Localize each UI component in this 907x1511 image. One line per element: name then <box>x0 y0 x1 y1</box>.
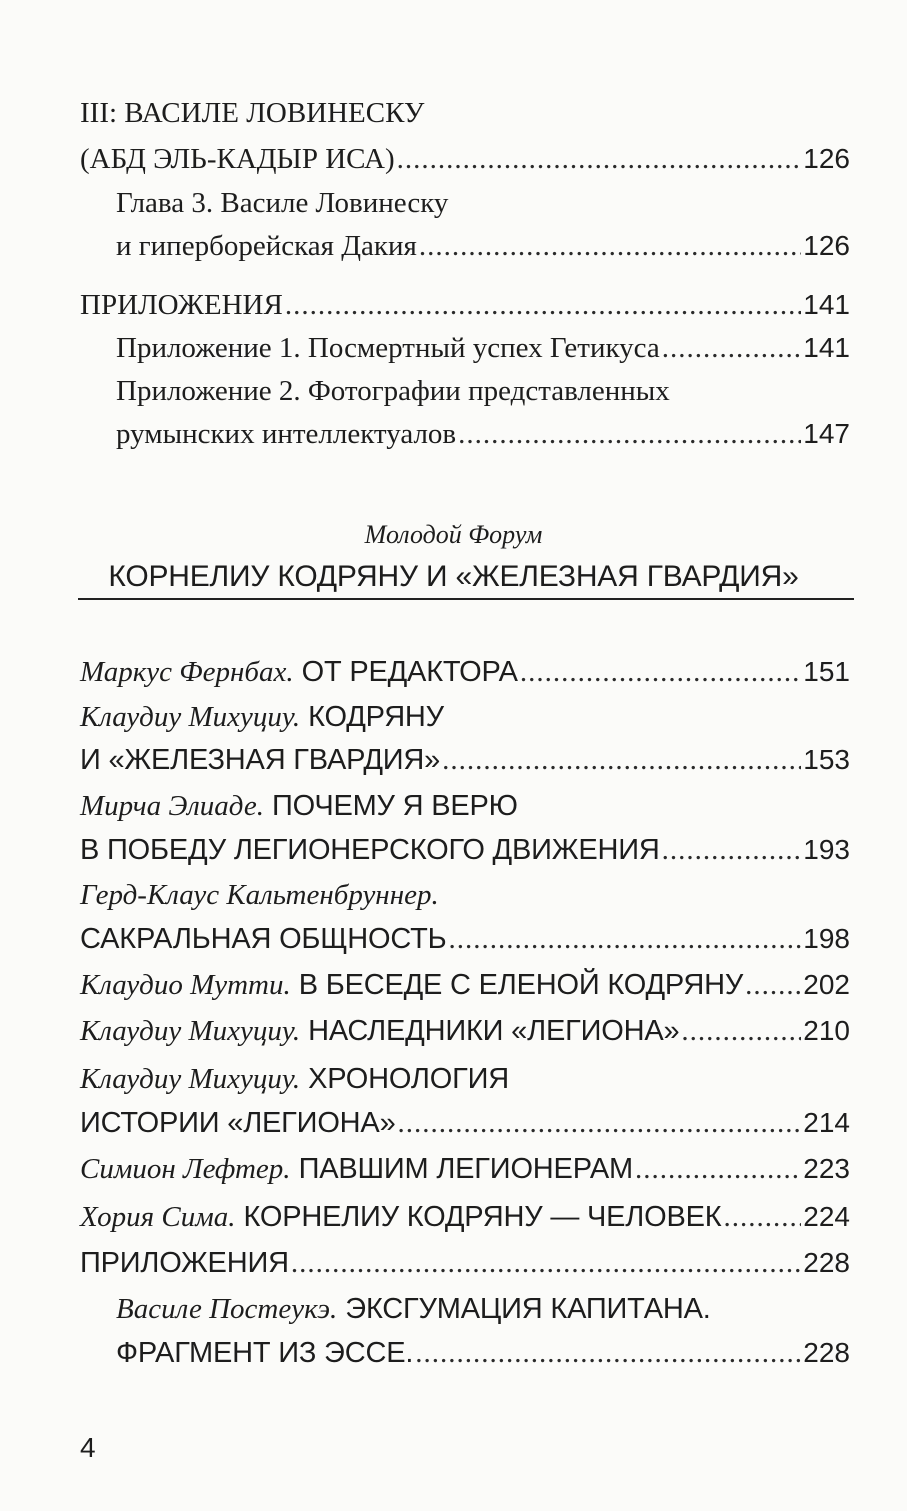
toc-author: Симион Лефтер. <box>80 1153 291 1185</box>
toc-author: Мирча Элиаде. <box>80 790 264 822</box>
toc-entry <box>80 833 850 867</box>
toc-entry <box>80 1106 850 1140</box>
page-number: 4 <box>80 1432 96 1463</box>
toc-author: Клаудиу Михуциу. <box>80 1015 301 1047</box>
leader-dots <box>397 142 802 176</box>
toc-entry <box>80 1062 850 1096</box>
toc-entry <box>80 789 850 823</box>
section-title: КОРНЕЛИУ КОДРЯНУ И «ЖЕЛЕЗНАЯ ГВАРДИЯ» <box>108 560 799 593</box>
toc-entry <box>80 1152 850 1186</box>
toc-entry-appendix2-cont <box>116 417 850 451</box>
publisher-name: Молодой Форум <box>364 520 543 549</box>
toc-page-number: 147 <box>803 418 850 449</box>
leader-dots <box>458 417 801 451</box>
toc-entry <box>80 700 850 734</box>
toc-entry-appendix1 <box>116 331 850 365</box>
toc-page-number: 228 <box>803 1337 850 1368</box>
toc-entry <box>80 1014 850 1048</box>
toc-entry <box>80 968 850 1002</box>
toc-entry <box>116 1336 850 1370</box>
toc-author: Клаудиу Михуциу. <box>80 1063 301 1095</box>
toc-page-number: 223 <box>803 1153 850 1184</box>
toc-entry-part3-subtitle <box>80 142 850 176</box>
leader-dots <box>745 968 801 1002</box>
toc-entry-text: (АБД ЭЛЬ-КАДЫР ИСА) <box>80 143 395 175</box>
toc-page-number: 202 <box>803 969 850 1000</box>
toc-page-number: 224 <box>803 1201 850 1232</box>
leader-dots <box>520 655 801 689</box>
leader-dots <box>398 1106 802 1140</box>
toc-entry-text: Приложение 2. Фотографии представленных <box>116 375 670 407</box>
toc-entry-chapter3-cont <box>116 229 850 263</box>
toc-title: ХРОНОЛОГИЯ <box>308 1063 510 1095</box>
leader-dots <box>662 833 802 867</box>
leader-dots <box>723 1200 801 1234</box>
toc-page-number: 153 <box>803 744 850 775</box>
toc-author: Герд-Клаус Кальтенбруннер. <box>80 879 439 911</box>
toc-entry <box>80 922 850 956</box>
toc-entry <box>80 743 850 777</box>
toc-author: Клаудиу Михуциу. <box>80 701 301 733</box>
toc-entry <box>80 878 850 912</box>
toc-author: Хория Сима. <box>80 1201 236 1233</box>
leader-dots <box>285 288 801 322</box>
toc-title: ПАВШИМ ЛЕГИОНЕРАМ <box>298 1153 633 1185</box>
toc-title: И «ЖЕЛЕЗНАЯ ГВАРДИЯ» <box>80 744 441 776</box>
leader-dots <box>635 1152 801 1186</box>
toc-entry <box>80 1246 850 1280</box>
toc-title: ЭКСГУМАЦИЯ КАПИТАНА. <box>345 1293 711 1325</box>
toc-title: НАСЛЕДНИКИ «ЛЕГИОНА» <box>308 1015 680 1047</box>
toc-title: ИСТОРИИ «ЛЕГИОНА» <box>80 1107 396 1139</box>
leader-dots <box>681 1014 801 1048</box>
toc-page-number: 214 <box>803 1107 850 1138</box>
toc-page-number: 126 <box>803 143 850 174</box>
toc-title: ПРИЛОЖЕНИЯ <box>80 1247 289 1279</box>
toc-author: Маркус Фернбах. <box>80 656 294 688</box>
toc-author: Клаудио Мутти. <box>80 969 291 1001</box>
toc-page-number: 228 <box>803 1247 850 1278</box>
toc-title: ОТ РЕДАКТОРА <box>301 656 518 688</box>
toc-entry-text: Приложение 1. Посмертный успех Гетикуса <box>116 332 660 364</box>
toc-page-number: 198 <box>803 923 850 954</box>
toc-title: КОРНЕЛИУ КОДРЯНУ — ЧЕЛОВЕК <box>243 1201 722 1233</box>
toc-page-number: 193 <box>803 834 850 865</box>
leader-dots <box>442 743 801 777</box>
toc-entry-text: ПРИЛОЖЕНИЯ <box>80 289 283 321</box>
toc-entry-text: и гиперборейская Дакия <box>116 230 417 262</box>
toc-title: САКРАЛЬНАЯ ОБЩНОСТЬ <box>80 923 447 955</box>
toc-title: КОДРЯНУ <box>308 701 444 733</box>
toc-page-number: 210 <box>803 1015 850 1046</box>
toc-entry-appendix2 <box>116 374 850 408</box>
toc-title: В ПОБЕДУ ЛЕГИОНЕРСКОГО ДВИЖЕНИЯ <box>80 834 660 866</box>
leader-dots <box>419 229 801 263</box>
toc-entry-appendices <box>80 288 850 322</box>
toc-entry <box>80 1200 850 1234</box>
toc-entry <box>80 655 850 689</box>
toc-page-number: 126 <box>803 230 850 261</box>
toc-entry <box>116 1292 850 1326</box>
toc-page-number: 141 <box>803 332 850 363</box>
leader-dots <box>662 331 802 365</box>
toc-title: В БЕСЕДЕ С ЕЛЕНОЙ КОДРЯНУ <box>298 969 744 1001</box>
leader-dots <box>415 1336 801 1370</box>
toc-author: Василе Постеукэ. <box>116 1293 338 1325</box>
toc-entry-part3-title <box>80 96 850 130</box>
toc-entry-text: Глава 3. Василе Ловинеску <box>116 187 449 219</box>
leader-dots <box>291 1246 801 1280</box>
section-divider <box>78 598 854 600</box>
toc-title: ПОЧЕМУ Я ВЕРЮ <box>271 790 518 822</box>
toc-entry-text: III: ВАСИЛЕ ЛОВИНЕСКУ <box>80 97 425 129</box>
toc-entry-chapter3 <box>116 186 850 220</box>
toc-entry-text: румынских интеллектуалов <box>116 418 457 450</box>
leader-dots <box>448 922 801 956</box>
toc-page-number: 141 <box>803 289 850 320</box>
toc-title: ФРАГМЕНТ ИЗ ЭССЕ. <box>116 1337 414 1369</box>
toc-page-number: 151 <box>803 656 850 687</box>
